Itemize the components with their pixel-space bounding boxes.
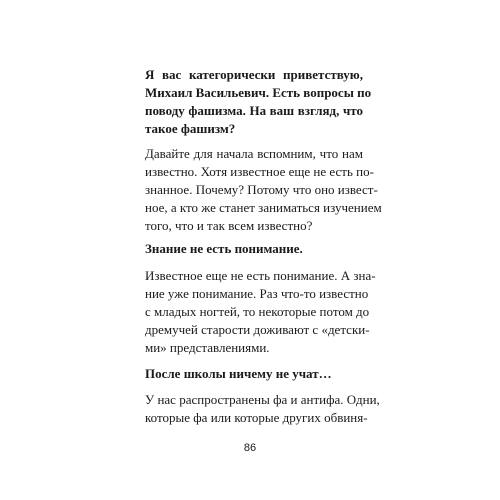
text-line: известно. Хотя известное еще не есть по- bbox=[145, 164, 374, 179]
text-line: дремучей старости доживают с «детски- bbox=[145, 322, 370, 337]
answer-paragraph bbox=[145, 267, 376, 357]
answer-paragraph bbox=[145, 145, 382, 235]
text-line: У нас распространены фа и антифа. Одни, bbox=[145, 392, 380, 407]
text-line: Давайте для начала вспомним, что нам bbox=[145, 146, 363, 161]
text-line: ми» представлениями. bbox=[145, 340, 270, 355]
question-paragraph bbox=[145, 66, 372, 138]
text-line: ное, а кто же станет заниматься изучением bbox=[145, 200, 382, 215]
text-line: поводу фашизма. На ваш взгляд, что bbox=[145, 103, 363, 118]
text-line: такое фашизм? bbox=[145, 121, 236, 136]
text-line: Знание не есть понимание. bbox=[145, 241, 303, 256]
page-number: 86 bbox=[243, 442, 257, 454]
question-paragraph bbox=[145, 365, 363, 383]
text-line: Известное еще не есть понимание. А зна- bbox=[145, 268, 376, 283]
text-line: Михаил Васильевич. Есть вопросы по bbox=[145, 85, 372, 100]
text-line: которые фа или которые других обвиня- bbox=[145, 410, 368, 425]
text-line: После школы ничему не учат… bbox=[145, 366, 332, 381]
answer-paragraph bbox=[145, 391, 380, 427]
text-line: того, что и так всем известно? bbox=[145, 218, 313, 233]
text-line: Я вас категорически приветствую, bbox=[145, 67, 363, 82]
question-paragraph bbox=[145, 240, 363, 258]
text-line: с младых ногтей, то некоторые потом до bbox=[145, 304, 370, 319]
text-line: ние уже понимание. Раз что-то известно bbox=[145, 286, 369, 301]
text-line: знанное. Почему? Потому что оно извест- bbox=[145, 182, 378, 197]
